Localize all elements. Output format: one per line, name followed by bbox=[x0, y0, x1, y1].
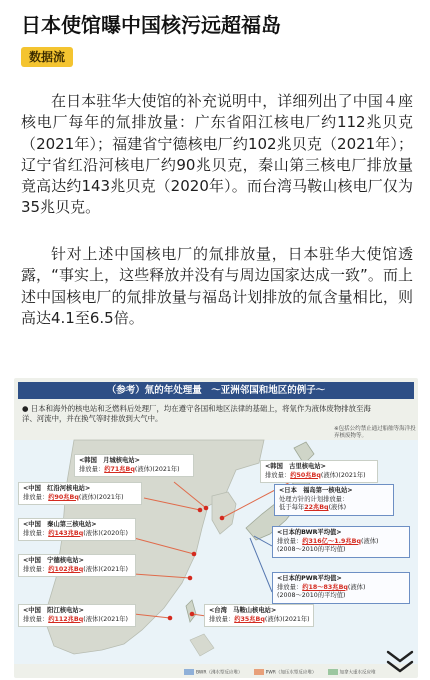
article-paragraph-2: 针对上述中国核电厂的氚排放量，日本驻华大使馆透露，“事实上，这些释放并没有与周边国家达成一致”。而上述中国核电厂的氚排放量与福岛计划排放的氚含量相比，则高达4.1至6.5倍。 bbox=[21, 245, 413, 327]
figure-title: （参考）氚的年处理量 ～亚洲邻国和地区的例子～ bbox=[18, 382, 414, 399]
japan-pwr-average-box: <日本的PWR平均值> 排放量：约18～83兆Bq(液体) (2008～2010的平均值) bbox=[272, 572, 410, 604]
plant-box-wolsong: <韩国 月城核电站> 排放量：约71兆Bq(液体)(2021年) bbox=[74, 454, 194, 477]
plant-box-hongyanhe: <中国 红沿河核电站> 排放量：约90兆Bq(液体)(2021年) bbox=[18, 482, 142, 505]
legend-item-heavy-water: 加拿大重水反应堆 bbox=[328, 669, 376, 676]
chevron-double-down-icon[interactable] bbox=[383, 648, 417, 676]
article-headline: 日本使馆曝中国核污远超福岛 bbox=[21, 13, 281, 37]
category-tag[interactable]: 数据流 bbox=[21, 47, 73, 67]
plant-box-yangjiang: <中国 阳江核电站> 排放量：约112兆Bq(液体)(2021年) bbox=[18, 604, 136, 627]
plant-box-kori: <韩国 古里核电站> 排放量：约50兆Bq(液体)(2021年) bbox=[260, 460, 378, 483]
legend-item-pwr: PWR（加压水型反应堆） bbox=[254, 669, 317, 676]
figure-intro: ● 日本和海外的核电站和乏燃料后处理厂，均在遵守各国和地区法律的基础上，将氚作为液体废物排放至海洋、河流中，并在换气等时排放到大气中。 bbox=[22, 404, 371, 423]
figure-note: ※包括公约禁止通过船舶等海洋投弃核废物等。 bbox=[334, 426, 416, 439]
japan-bwr-average-box: <日本的BWR平均值> 排放量：约316亿～1.9兆Bq(液体) (2008～2010的平均值) bbox=[272, 526, 410, 558]
plant-box-fukushima: <日本 福岛第一核电站> 处理方针的计划排放量： 低于每年22兆Bq(液体) bbox=[274, 484, 394, 516]
plant-box-maanshan: <台湾 马鞍山核电站> 排放量：约35兆Bq(液体)(2021年) bbox=[204, 604, 314, 627]
plant-box-qinshan: <中国 秦山第三核电站> 排放量：约143兆Bq(液体)(2020年) bbox=[18, 518, 136, 541]
tritium-discharge-figure bbox=[14, 378, 418, 678]
article-paragraph-1: 在日本驻华大使馆的补充说明中，详细列出了中国４座核电厂每年的氚排放量：广东省阳江核电厂约112兆贝克（2021年）；福建省宁德核电厂约102兆贝克（2021年）；辽宁省红沿河核电厂约90兆贝克，秦山第三核电厂排放量竟高达约143兆贝克（2020年）。而台湾马鞍山核电厂仅为35兆贝克。 bbox=[21, 92, 413, 217]
legend-item-bwr: BWR（沸水型反应堆） bbox=[184, 669, 243, 676]
plant-box-ningde: <中国 宁德核电站> 排放量：约102兆Bq(液体)(2021年) bbox=[18, 554, 136, 577]
figure-legend bbox=[184, 662, 414, 676]
